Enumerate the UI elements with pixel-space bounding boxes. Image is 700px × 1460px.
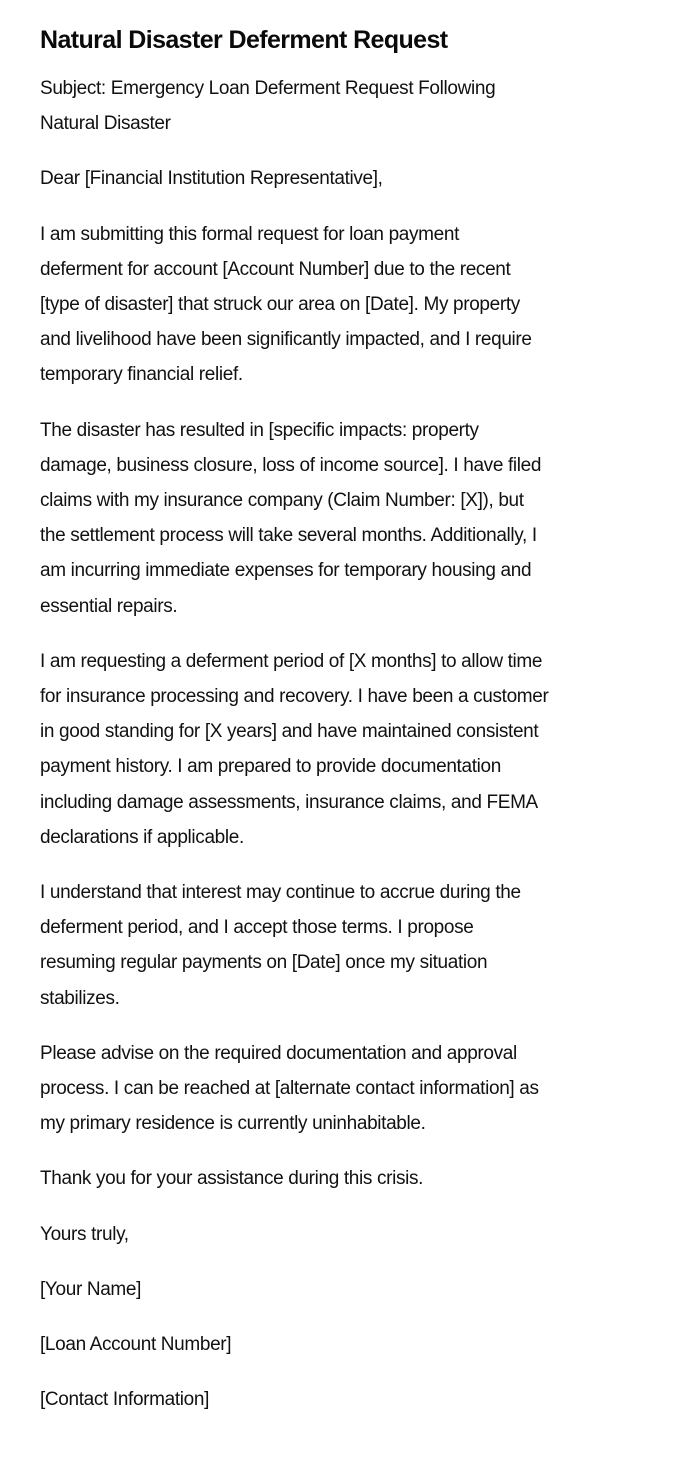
text-line: I am requesting a deferment period of [X months] to allow time — [40, 650, 543, 672]
text-line: temporary financial relief. — [40, 364, 243, 386]
text-line: payment history. I am prepared to provide documentation — [40, 756, 501, 778]
salutation — [40, 161, 680, 196]
text-line: declarations if applicable. — [40, 826, 244, 848]
text-line: [Loan Account Number] — [40, 1334, 232, 1356]
text-line: deferment for account [Account Number] due to the recent — [40, 258, 511, 280]
text-line: [Contact Information] — [40, 1389, 210, 1411]
signature-name — [40, 1272, 680, 1307]
signature-contact-info — [40, 1382, 680, 1417]
text-line: The disaster has resulted in [specific impacts: property — [40, 419, 479, 441]
subject-line — [40, 71, 680, 141]
letter-document — [40, 22, 680, 1438]
text-line: deferment period, and I accept those terms. I propose — [40, 917, 474, 939]
text-line: in good standing for [X years] and have maintained consistent — [40, 721, 539, 743]
text-line: and livelihood have been significantly impacted, and I require — [40, 329, 532, 351]
text-line: am incurring immediate expenses for temporary housing and — [40, 560, 532, 582]
text-line: [type of disaster] that struck our area on [Date]. My property — [40, 294, 520, 316]
text-line: Please advise on the required documentation and approval — [40, 1042, 517, 1064]
paragraph-contact — [40, 1036, 680, 1142]
letter-body — [40, 71, 680, 1418]
document-title: Natural Disaster Deferment Request — [40, 26, 448, 54]
text-line: my primary residence is currently uninhabitable. — [40, 1113, 426, 1135]
text-line: [Your Name] — [40, 1278, 142, 1300]
signature-loan-account — [40, 1327, 680, 1362]
text-line: resuming regular payments on [Date] once my situation — [40, 952, 488, 974]
text-line: Subject: Emergency Loan Deferment Request Following — [40, 78, 496, 99]
text-line: including damage assessments, insurance claims, and FEMA — [40, 791, 538, 813]
text-line: Thank you for your assistance during this crisis. — [40, 1168, 424, 1190]
paragraph-impacts — [40, 413, 680, 624]
sign-off — [40, 1217, 680, 1252]
text-line: claims with my insurance company (Claim Number: [X]), but — [40, 490, 524, 512]
text-line: essential repairs. — [40, 595, 178, 617]
text-line: Yours truly, — [40, 1223, 129, 1245]
text-line: Dear [Financial Institution Representative], — [40, 168, 383, 190]
text-line: process. I can be reached at [alternate contact information] as — [40, 1078, 539, 1100]
text-line: the settlement process will take several months. Additionally, I — [40, 525, 537, 547]
text-line: I am submitting this formal request for loan payment — [40, 223, 459, 245]
text-line: Natural Disaster — [40, 113, 171, 135]
paragraph-deferment-period — [40, 644, 680, 855]
text-line: damage, business closure, loss of income source]. I have filed — [40, 454, 542, 476]
text-line: for insurance processing and recovery. I have been a customer — [40, 686, 549, 708]
text-line: I understand that interest may continue to accrue during the — [40, 882, 521, 904]
paragraph-interest-terms — [40, 875, 680, 1016]
closing-thanks — [40, 1161, 680, 1196]
text-line: stabilizes. — [40, 987, 120, 1009]
paragraph-request — [40, 217, 680, 393]
